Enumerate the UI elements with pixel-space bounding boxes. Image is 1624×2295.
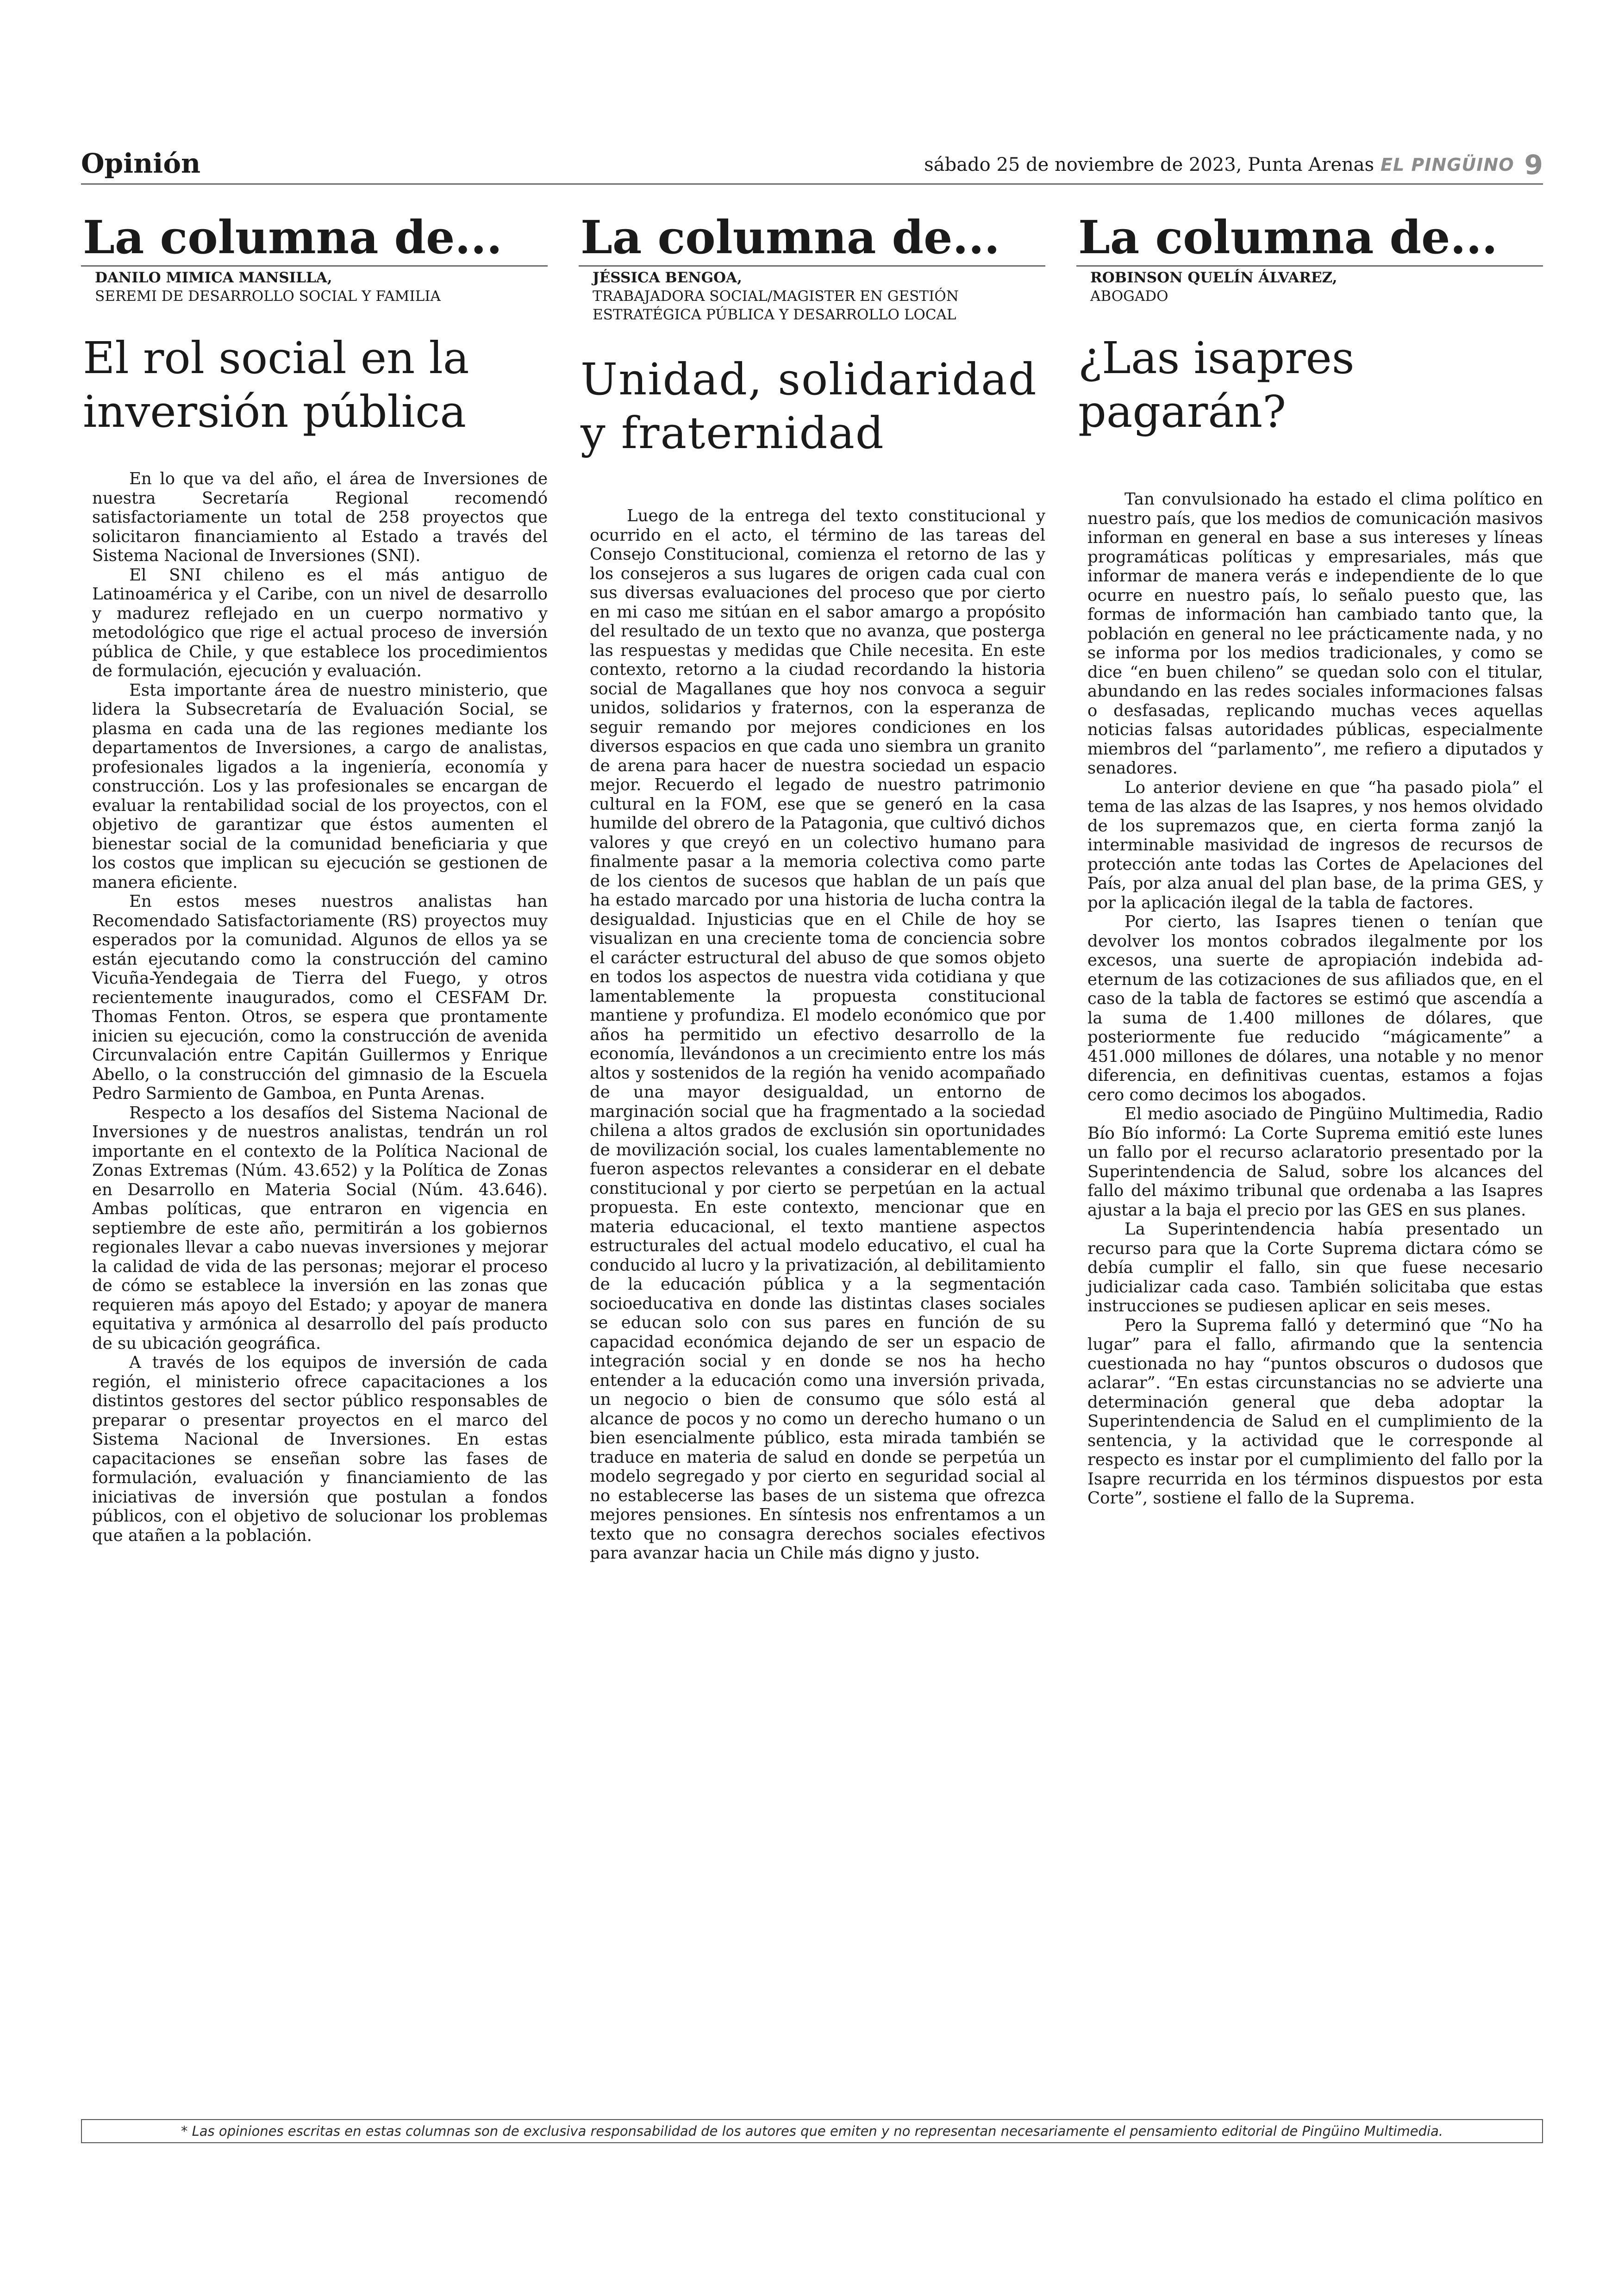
paragraph: Por cierto, las Isapres tienen o tenían que devolver los montos cobrados ilegalmente por los excesos, una suerte de apropiación indebida ad-eternum de las cotizaciones de sus afiliados que, en el caso de la tabla de factores se estimó que ascendía a la suma de 1.400 millones de dólares, que posteriormente fue reducido “mágicamente” a 451.000 millones de dólares, una notable y no menor diferencia, en definitivas cuentas, estamos a fojas cero como decimos los abogados.	[1087, 912, 1543, 1104]
paragraph: Tan convulsionado ha estado el clima político en nuestro país, que los medios de comunicación masivos informan en general en base a sus intereses y líneas programáticas políticas y empresariales, más que informar de manera verás e independiente de lo que ocurre en nuestro país, lo señalo puesto que, las formas de información han cambiado tanto que, la población en general no lee prácticamente nada, y no se informa por los medios tradicionales, y como se dice “en buen chileno” se quedan solo con el titular, abundando en las redes sociales informaciones falsas o desfasadas, replicando muchas veces aquellas noticias falsas autoridades públicas, especialmente miembros del “parlamento”, me refiero a diputados y senadores.	[1087, 490, 1543, 778]
author-role: TRABAJADORA SOCIAL/MAGISTER EN GESTIÓN	[593, 288, 959, 305]
paragraph: En lo que va del año, el área de Inversiones de nuestra Secretaría Regional recomendó satisfactoriamente un total de 258 proyectos que solicitaron financiamiento al Estado a través del Sistema Nacional de Inversiones (SNI).	[92, 469, 548, 565]
author-name: JÉSSICA BENGOA,	[593, 269, 742, 286]
paragraph: A través de los equipos de inversión de cada región, el ministerio ofrece capacitaciones a los distintos gestores del sector público responsables de preparar o presentar proyectos en el marco del Sistema Nacional de Inversiones. En estas capacitaciones se enseñan sobre las fases de formulación, evaluación y financiamiento de las iniciativas de inversión que postulan a fondos públicos, con el objetivo de solucionar los problemas que atañen a la población.	[92, 1353, 548, 1545]
opinion-column-1	[81, 211, 548, 1545]
article-body	[1087, 490, 1543, 1508]
article-headline: El rol social en la inversión pública	[83, 333, 469, 437]
column-kicker: La columna de...	[81, 211, 548, 267]
header-meta	[924, 150, 1543, 180]
paragraph: Esta importante área de nuestro ministerio, que lidera la Subsecretaría de Evaluación Social, se plasma en cada una de las regiones mediante los departamentos de Inversiones, a cargo de analistas, profesionales ligados a la ingeniería, economía y construcción. Los y las profesionales se encargan de evaluar la rentabilidad social de los proyectos, con el objetivo de garantizar que éstos aumenten el bienestar social de la comunidad beneficiaria y que los costos que implican su ejecución se gestionen de manera eficiente.	[92, 680, 548, 892]
paragraph: La Superintendencia había presentado un recurso para que la Corte Suprema dictara cómo se debía cumplir el fallo, sin que fuese necesario judicializar cada caso. También solicitaba que estas instrucciones se pudiesen aplicar en seis meses.	[1087, 1220, 1543, 1316]
author-name: ROBINSON QUELÍN ÁLVAREZ,	[1090, 269, 1337, 286]
paragraph: Luego de la entrega del texto constitucional y ocurrido en el acto, el término de las tareas del Consejo Constitucional, comienza el retorno de las y los consejeros a sus lugares de origen cada cual con sus diversas evaluaciones del proceso que por cierto en mi caso me sitúan en el sabor amargo a propósito del resultado de un texto que no avanza, que posterga las respuestas y medidas que Chile necesita. En este contexto, retorno a la ciudad recordando la historia social de Magallanes que hoy nos convoca a seguir unidos, solidarios y fraternos, con la esperanza de seguir remando por mejores condiciones en los diversos espacios en que cada uno siembra un granito de arena para hacer de nuestra sociedad un espacio mejor. Recuerdo el legado de nuestro patrimonio cultural en la FOM, ese que se generó en la casa humilde del obrero de la Patagonia, que cultivó dichos valores y que creyó en un colectivo humano para finalmente pasar a la memoria colectiva como parte de los cientos de sucesos que hablan de un país que ha estado marcado por una historia de lucha contra la desigualdad. Injusticias que en el Chile de hoy se visualizan en una creciente toma de conciencia sobre el carácter estructural del abuso de que somos objeto en todos los aspectos de nuestra vida cotidiana y que lamentablemente la propuesta constitucional mantiene y profundiza. El modelo económico que por años ha permitido un efectivo desarrollo de la economía, llevándonos a un crecimiento entre los más altos y sostenidos de la región ha venido acompañado de una mayor desigualdad, un entorno de marginación social que ha fragmentado a la sociedad chilena a altos grados de exclusión sin oportunidades de movilización social, los cuales lamentablemente no fueron aspectos relevantes a considerar en el debate constitucional y por cierto se perpetúan en la actual propuesta. En este contexto, mencionar que en materia educacional, el texto mantiene aspectos estructurales del actual modelo educativo, el cual ha conducido al lucro y la privatización, al debilitamiento de la educación pública y a la segmentación socioeducativa en donde las distintas clases sociales se educan solo con sus pares en función de su capacidad económica dejando de ser un espacio de integración social y en donde se nos ha hecho entender a la educación como una inversión privada, un negocio o bien de consumo que sólo está al alcance de pocos y no como un derecho humano o un bien esencialmente público, esta mirada también se traduce en materia de salud en donde se perpetúa un modelo segregado y por cierto en seguridad social al no establecerse las bases de un sistema que ofrezca mejores pensiones. En síntesis nos enfrentamos a un texto que no consagra derechos sociales efectivos para avanzar hacia un Chile más digno y justo.	[590, 506, 1045, 1563]
disclaimer-box: * Las opiniones escritas en estas columnas son de exclusiva responsabilidad de los autores que emiten y no representan necesariamente el pensamiento editorial de Pingüino Multimedia.	[81, 2119, 1543, 2143]
author-role: SEREMI DE DESARROLLO SOCIAL Y FAMILIA	[95, 288, 441, 305]
column-kicker: La columna de...	[1076, 211, 1543, 267]
paragraph: En estos meses nuestros analistas han Recomendado Satisfactoriamente (RS) proyectos muy esperados por la comunidad. Algunos de ellos ya se están ejecutando como la construcción del camino Vicuña-Yendegaia de Tierra del Fuego, y otros recientemente inaugurados, como el CESFAM Dr. Thomas Fenton. Otros, se espera que prontamente inicien su ejecución, como la construcción de avenida Circunvalación entre Capitán Guillermos y Enrique Abello, o la construcción del gimnasio de la Escuela Pedro Sarmiento de Gamboa, en Punta Arenas.	[92, 892, 548, 1103]
column-kicker: La columna de...	[579, 211, 1045, 267]
newspaper-logo: EL PINGÜINO	[1380, 155, 1514, 175]
article-body	[590, 506, 1045, 1563]
paragraph: El medio asociado de Pingüino Multimedia, Radio Bío Bío informó: La Corte Suprema emitió este lunes un fallo por el recurso aclaratorio presentado por la Superintendencia de Salud, sobre los alcances del fallo del máximo tribunal que ordenaba a las Isapres ajustar a la baja el precio por las GES en sus planes.	[1087, 1104, 1543, 1220]
author-role: ESTRATÉGICA PÚBLICA Y DESARROLLO LOCAL	[593, 306, 956, 323]
paragraph: Lo anterior deviene en que “ha pasado piola” el tema de las alzas de las Isapres, y nos hemos olvidado de los supremazos que, en cierta forma zanjó la interminable masividad de ingresos de recursos de protección ante todas las Cortes de Apelaciones del País, por alza anual del plan base, de la prima GES, y por la aplicación ilegal de la tabla de factores.	[1087, 778, 1543, 912]
paragraph: Pero la Suprema falló y determinó que “No ha lugar” para el fallo, afirmando que la sentencia cuestionada no hay “puntos obscuros o dudosos que aclarar”. “En estas circunstancias no se advierte una determinación general que deba adoptar la Superintendencia de Salud en el cumplimiento de la sentencia, y la actividad que le corresponde al respecto es instar por el cumplimiento del fallo por la Isapre recurrida en los términos dispuestos por esta Corte”, sostiene el fallo de la Suprema.	[1087, 1316, 1543, 1508]
article-headline: Unidad, solidaridad y fraternidad	[581, 354, 1037, 459]
author-name: DANILO MIMICA MANSILLA,	[95, 269, 332, 286]
article-body	[92, 469, 548, 1545]
section-name: Opinión	[81, 148, 201, 179]
page-header	[81, 147, 1543, 185]
paragraph: Respecto a los desafíos del Sistema Nacional de Inversiones y de nuestros analistas, tendrán un rol importante en el contexto de la Política Nacional de Zonas Extremas (Núm. 43.652) y la Política de Zonas en Desarrollo en Materia Social (Núm. 43.646). Ambas políticas, que entraron en vigencia en septiembre de este año, permitirán a los gobiernos regionales llevar a cabo nuevas inversiones y mejorar la calidad de vida de las personas; mejorar el proceso de cómo se establece la inversión en las zonas que requieren más apoyo del Estado; y apoyar de manera equitativa y armónica al desarrollo del país producto de su ubicación geográfica.	[92, 1103, 548, 1353]
paragraph: El SNI chileno es el más antiguo de Latinoamérica y el Caribe, con un nivel de desarrollo y madurez reflejado en un cuerpo normativo y metodológico que rige el actual proceso de inversión pública de Chile, y que establece los procedimientos de formulación, ejecución y evaluación.	[92, 565, 548, 680]
article-headline: ¿Las isapres pagarán?	[1078, 333, 1355, 437]
opinion-column-3	[1076, 211, 1543, 1508]
page-number: 9	[1524, 149, 1543, 181]
opinion-column-2	[579, 211, 1045, 1563]
author-role: ABOGADO	[1090, 288, 1168, 305]
date-location: sábado 25 de noviembre de 2023, Punta Arenas	[924, 154, 1374, 175]
